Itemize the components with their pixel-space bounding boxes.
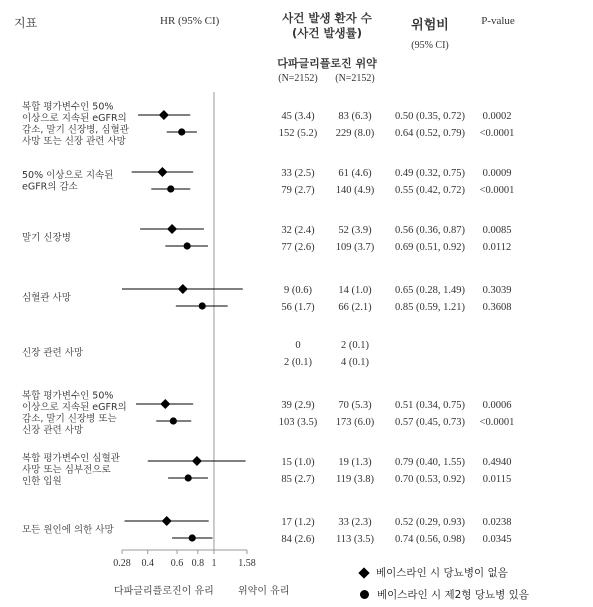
hr-point-circle (199, 302, 206, 309)
dapagliflozin-events: 84 (2.6) (281, 534, 315, 545)
outcome-label: 감소, 말기 신장병 또는 (22, 413, 117, 425)
hr-point-diamond (160, 399, 170, 409)
outcome-label: eGFR의 감소 (22, 181, 78, 193)
placebo-events: 229 (8.0) (335, 128, 375, 139)
hr-point-circle (185, 474, 192, 481)
outcome-label: 모든 원인에 의한 사망 (22, 524, 114, 536)
favor-dapagliflozin-label: 다파글리플로진이 유리 (114, 586, 214, 597)
placebo-events: 33 (2.3) (338, 517, 372, 528)
hazard-ratio-value: 0.55 (0.42, 0.72) (395, 185, 465, 196)
dapagliflozin-events: 15 (1.0) (281, 457, 315, 468)
p-value: 0.0345 (482, 534, 512, 545)
x-tick-label: 0.28 (113, 558, 131, 569)
dapagliflozin-n: (N=2152) (278, 73, 318, 84)
events-header-line2: (사건 발생률) (291, 26, 363, 40)
outcome-label: 감소, 말기 신장병, 심혈관 (22, 124, 129, 136)
hazard-ratio-value: 0.56 (0.36, 0.87) (395, 225, 465, 236)
placebo-events: 119 (3.8) (335, 474, 375, 485)
outcome-label: 말기 신장병 (22, 232, 71, 244)
placebo-events: 70 (5.3) (338, 400, 372, 411)
p-value: <0.0001 (479, 128, 515, 139)
dapagliflozin-events: 85 (2.7) (281, 474, 315, 485)
dapagliflozin-events: 103 (3.5) (278, 417, 318, 428)
treatment-arms-header: 다파글리플로진 위약 (277, 57, 377, 70)
hazard-ratio-value: 0.50 (0.35, 0.72) (395, 111, 465, 122)
legend-label-type2-diabetes: 베이스라인 시 제2형 당뇨병 있음 (377, 589, 529, 601)
dapagliflozin-events: 79 (2.7) (281, 185, 315, 196)
hazard-ratio-value: 0.69 (0.51, 0.92) (395, 242, 465, 253)
outcome-label: 50% 이상으로 지속된 (22, 169, 114, 181)
hazard-ratio-value: 0.79 (0.40, 1.55) (395, 457, 465, 468)
p-value: 0.3039 (482, 285, 512, 296)
outcome-label: 사망 또는 신장 관련 사망 (22, 135, 126, 147)
hazard-ratio-value: 0.74 (0.56, 0.98) (395, 534, 465, 545)
p-value: <0.0001 (479, 185, 515, 196)
outcome-label: 이상으로 지속된 eGFR의 (22, 112, 127, 124)
dapagliflozin-events: 9 (0.6) (284, 285, 312, 296)
p-value: 0.0115 (482, 474, 512, 485)
placebo-n: (N=2152) (335, 73, 375, 84)
placebo-events: 52 (3.9) (338, 225, 372, 236)
outcome-label: 사망 또는 심부전으로 (22, 464, 111, 476)
outcome-label: 신장 관련 사망 (22, 347, 84, 359)
p-value: 0.0002 (482, 111, 512, 122)
placebo-events: 113 (3.5) (335, 534, 375, 545)
events-header-line1: 사건 발생 환자 수 (282, 11, 372, 25)
placebo-events: 140 (4.9) (335, 185, 375, 196)
p-value: 0.0085 (482, 225, 512, 236)
placebo-events: 19 (1.3) (338, 457, 372, 468)
dapagliflozin-events: 2 (0.1) (284, 357, 312, 368)
dapagliflozin-events: 32 (2.4) (281, 225, 315, 236)
placebo-events: 66 (2.1) (338, 302, 372, 313)
hr-point-circle (178, 128, 185, 135)
legend-item-type2-diabetes (360, 587, 529, 602)
p-value: 0.0009 (482, 168, 512, 179)
dapagliflozin-events: 0 (295, 340, 301, 351)
dapagliflozin-events: 39 (2.9) (281, 400, 315, 411)
placebo-events: 83 (6.3) (338, 111, 372, 122)
legend-item-no-diabetes (360, 565, 508, 580)
p-value: 0.0006 (482, 400, 512, 411)
hr-point-circle (170, 417, 177, 424)
risk-ratio-ci-header: (95% CI) (411, 40, 449, 51)
p-value: 0.3608 (482, 302, 512, 313)
outcome-label: 신장 관련 사망 (22, 424, 84, 436)
x-tick-label: 0.6 (170, 558, 184, 569)
dapagliflozin-events: 56 (1.7) (281, 302, 315, 313)
hazard-ratio-value: 0.49 (0.32, 0.75) (395, 168, 465, 179)
hr-point-circle (189, 534, 196, 541)
dapagliflozin-events: 77 (2.6) (281, 242, 315, 253)
dapagliflozin-events: 152 (5.2) (278, 128, 318, 139)
circle-icon (360, 590, 369, 599)
favor-placebo-label: 위약이 유리 (238, 586, 290, 597)
hr-point-circle (167, 185, 174, 192)
x-tick-label: 1.58 (238, 558, 256, 569)
placebo-events: 61 (4.6) (338, 168, 372, 179)
hr-point-diamond (167, 224, 177, 234)
hazard-ratio-value: 0.70 (0.53, 0.92) (395, 474, 465, 485)
outcome-label: 복합 평가변수인 심혈관 (22, 453, 120, 464)
legend-label-no-diabetes: 베이스라인 시 당뇨병이 없음 (376, 567, 508, 579)
placebo-events: 4 (0.1) (341, 357, 369, 368)
hr-point-circle (184, 242, 191, 249)
x-tick-label: 1 (211, 558, 217, 569)
p-value: 0.0112 (482, 242, 512, 253)
dapagliflozin-events: 45 (3.4) (281, 111, 315, 122)
placebo-events: 109 (3.7) (335, 242, 375, 253)
hazard-ratio-value: 0.52 (0.29, 0.93) (395, 517, 465, 528)
outcome-label: 이상으로 지속된 eGFR의 (22, 401, 127, 413)
placebo-events: 2 (0.1) (341, 340, 369, 351)
hazard-ratio-value: 0.51 (0.34, 0.75) (395, 400, 465, 411)
hazard-ratio-value: 0.85 (0.59, 1.21) (395, 302, 465, 313)
dapagliflozin-events: 17 (1.2) (281, 517, 315, 528)
hazard-ratio-value: 0.57 (0.45, 0.73) (395, 417, 465, 428)
x-tick-label: 0.8 (191, 558, 205, 569)
p-value: 0.4940 (482, 457, 512, 468)
outcome-label: 인한 입원 (22, 476, 62, 487)
hr-point-diamond (178, 284, 188, 294)
p-value: <0.0001 (479, 417, 515, 428)
pvalue-column-header: P-value (481, 15, 515, 27)
dapagliflozin-events: 33 (2.5) (281, 168, 315, 179)
hr-point-diamond (159, 110, 169, 120)
hazard-ratio-value: 0.64 (0.52, 0.79) (395, 128, 465, 139)
placebo-events: 173 (6.0) (335, 417, 375, 428)
hr-point-diamond (157, 167, 167, 177)
outcome-label: 심혈관 사망 (22, 292, 71, 304)
hazard-ratio-value: 0.65 (0.28, 1.49) (395, 285, 465, 296)
hr-point-diamond (192, 456, 202, 466)
indicator-column-header: 지표 (14, 16, 38, 30)
hr-column-header: HR (95% CI) (160, 15, 220, 27)
p-value: 0.0238 (482, 517, 512, 528)
placebo-events: 14 (1.0) (338, 285, 372, 296)
hr-point-diamond (162, 516, 172, 526)
diamond-icon (358, 567, 369, 578)
outcome-label: 복합 평가변수인 50% (22, 390, 114, 402)
risk-ratio-header: 위험비 (411, 18, 449, 33)
x-tick-label: 0.4 (141, 558, 155, 569)
outcome-label: 복합 평가변수인 50% (22, 101, 114, 113)
